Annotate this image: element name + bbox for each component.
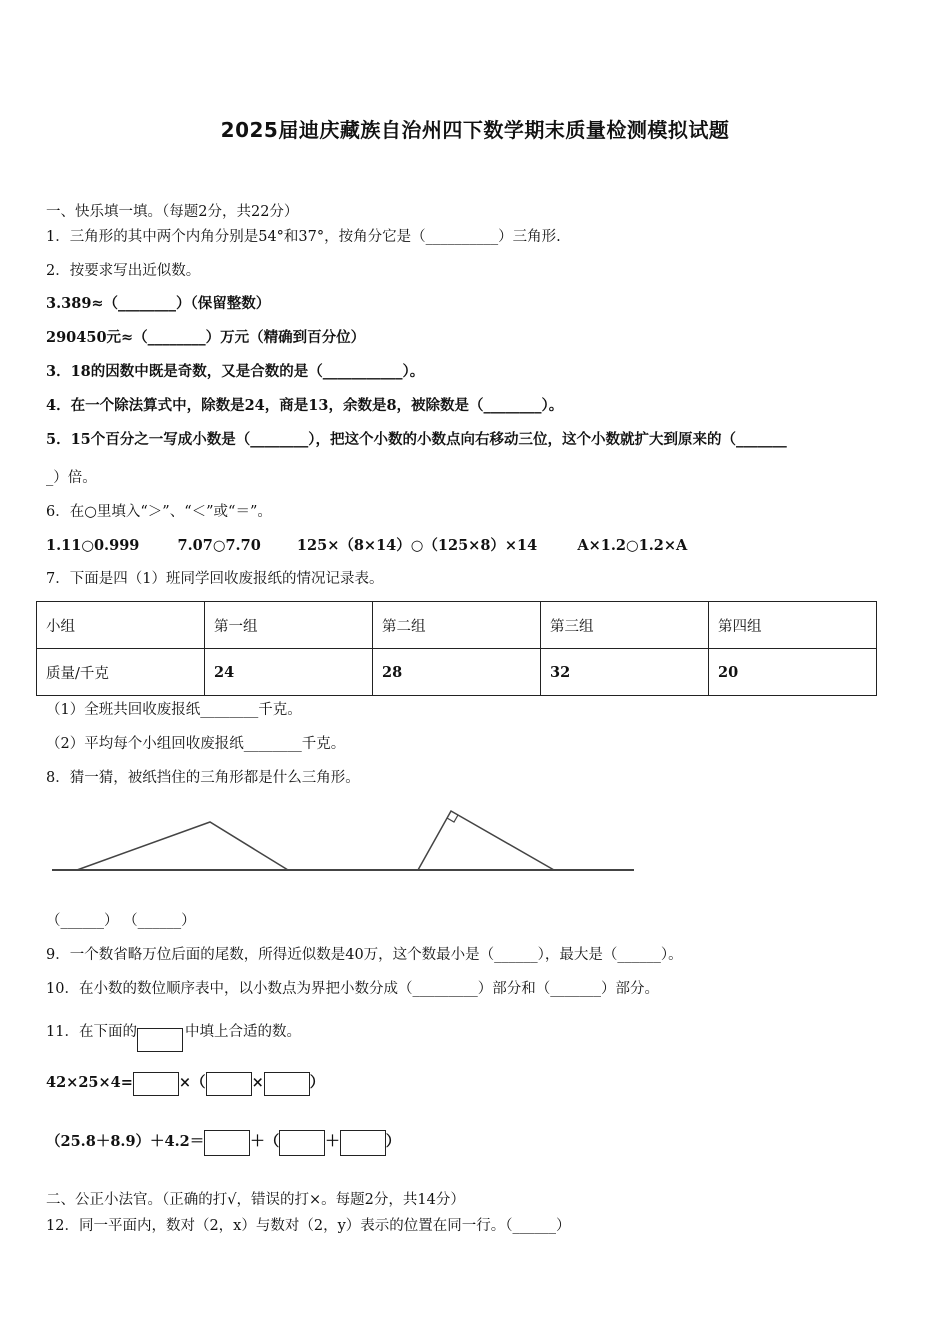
q11-text-start: 11．在下面的 — [46, 1024, 137, 1040]
table-cell: 小组 — [37, 602, 205, 649]
table-cell: 质量/千克 — [37, 649, 205, 696]
answer-box[interactable] — [279, 1130, 325, 1156]
table-cell: 32 — [541, 649, 709, 696]
q11b-close: ） — [385, 1133, 401, 1150]
q11b-op: ＋（ — [250, 1133, 280, 1150]
question-2a: 3.389≈（________）（保留整数） — [46, 295, 271, 312]
section-1-heading: 一、快乐填一填。（每题2分，共22分） — [46, 204, 299, 220]
q11a-expression: 42×25×4= — [46, 1074, 133, 1091]
question-11b — [46, 1128, 400, 1156]
table-cell: 第一组 — [205, 602, 373, 649]
question-2b: 290450元≈（________）万元（精确到百分位） — [46, 329, 366, 346]
q11-text-end: 中填上合适的数。 — [184, 1024, 301, 1040]
section-2-heading: 二、公正小法官。（正确的打√，错误的打×。每题2分，共14分） — [46, 1192, 465, 1208]
question-5-line-1: 5．15个百分之一写成小数是（________），把这个小数的小数点向右移动三位，这个小数就扩大到原来的（_______ — [46, 431, 787, 448]
table-cell: 第二组 — [373, 602, 541, 649]
hidden-triangles-figure — [0, 800, 680, 890]
answer-box[interactable] — [137, 1028, 183, 1052]
q11a-op: × — [251, 1074, 264, 1091]
question-7a: （1）全班共回收废报纸________千克。 — [46, 702, 302, 718]
table-cell: 24 — [205, 649, 373, 696]
question-6-items — [46, 536, 687, 556]
question-1: 1．三角形的其中两个内角分别是54°和37°，按角分它是（__________）三角形. — [46, 229, 561, 245]
right-triangle-visible — [418, 811, 554, 870]
compare-item: A×1.2○1.2×A — [577, 537, 688, 554]
question-11 — [46, 1012, 301, 1040]
answer-box[interactable] — [204, 1130, 250, 1156]
question-8: 8．猜一猜，被纸挡住的三角形都是什么三角形。 — [46, 770, 360, 786]
compare-item: 1.11○0.999 — [46, 537, 140, 554]
table-row — [37, 649, 877, 696]
table-cell: 20 — [709, 649, 877, 696]
question-7b: （2）平均每个小组回收废报纸________千克。 — [46, 736, 346, 752]
table-cell: 第四组 — [709, 602, 877, 649]
compare-item: 7.07○7.70 — [177, 537, 261, 554]
question-11a — [46, 1070, 324, 1096]
compare-item: 125×（8×14）○（125×8）×14 — [296, 537, 538, 554]
table-cell: 第三组 — [541, 602, 709, 649]
page-title: 2025届迪庆藏族自治州四下数学期末质量检测模拟试题 — [220, 118, 730, 142]
q11b-op: ＋ — [325, 1133, 340, 1150]
answer-box[interactable] — [340, 1130, 386, 1156]
question-7: 7．下面是四（1）班同学回收废报纸的情况记录表。 — [46, 571, 384, 587]
record-table — [36, 601, 877, 696]
answer-box[interactable] — [264, 1072, 310, 1096]
question-2: 2．按要求写出近似数。 — [46, 263, 201, 279]
q11a-op: ×（ — [178, 1074, 206, 1091]
q11b-expression: （25.8＋8.9）＋4.2＝ — [46, 1133, 205, 1150]
obtuse-triangle-visible — [77, 822, 288, 870]
question-5-line-2: _）倍。 — [46, 470, 97, 486]
question-8-answers: （______） （______） — [46, 913, 196, 929]
question-3: 3．18的因数中既是奇数，又是合数的是（___________）。 — [46, 363, 425, 380]
question-6: 6．在○里填入“＞”、“＜”或“＝”。 — [46, 504, 272, 520]
answer-box[interactable] — [206, 1072, 252, 1096]
answer-box[interactable] — [133, 1072, 179, 1096]
question-9: 9．一个数省略万位后面的尾数，所得近似数是40万，这个数最小是（______），最大是（______）。 — [46, 947, 683, 963]
table-cell: 28 — [373, 649, 541, 696]
question-12: 12．同一平面内，数对（2，x）与数对（2，y）表示的位置在同一行。（______） — [46, 1218, 571, 1234]
q11a-close: ） — [309, 1074, 325, 1091]
question-10: 10．在小数的数位顺序表中，以小数点为界把小数分成（_________）部分和（_______）部分。 — [46, 981, 659, 997]
table-header-row — [37, 602, 877, 649]
question-4: 4．在一个除法算式中，除数是24，商是13，余数是8，被除数是（________）。 — [46, 397, 564, 414]
